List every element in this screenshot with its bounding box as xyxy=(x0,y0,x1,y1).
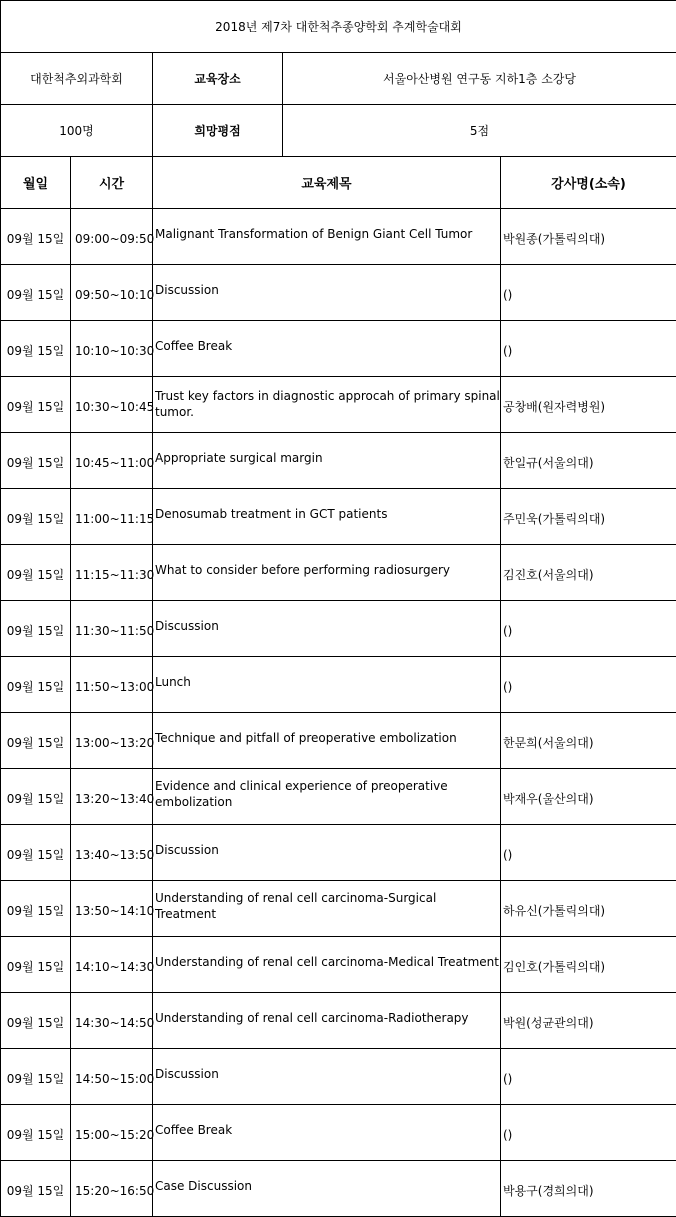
speaker-cell: 박원종(가톨릭의대) xyxy=(501,209,676,265)
title-cell: Malignant Transformation of Benign Giant Cell Tumor xyxy=(153,209,501,265)
speaker-cell: 박재우(울산의대) xyxy=(501,769,676,825)
date-cell: 09월 15일 xyxy=(1,265,71,321)
column-header-speaker: 강사명(소속) xyxy=(501,157,676,209)
table-row xyxy=(1,1049,676,1105)
title-cell: Trust key factors in diagnostic approcah of primary spinal tumor. xyxy=(153,377,501,433)
table-row xyxy=(1,545,676,601)
table-row xyxy=(1,265,676,321)
date-cell: 09월 15일 xyxy=(1,937,71,993)
time-cell: 09:00~09:50 xyxy=(71,209,153,265)
time-cell: 14:50~15:00 xyxy=(71,1049,153,1105)
speaker-cell: 김진호(서울의대) xyxy=(501,545,676,601)
table-row xyxy=(1,937,676,993)
time-cell: 14:30~14:50 xyxy=(71,993,153,1049)
time-cell: 13:00~13:20 xyxy=(71,713,153,769)
date-cell: 09월 15일 xyxy=(1,209,71,265)
date-cell: 09월 15일 xyxy=(1,881,71,937)
table-row xyxy=(1,825,676,881)
title-cell: Discussion xyxy=(153,601,501,657)
table-row xyxy=(1,433,676,489)
speaker-cell: 김인호(가톨릭의대) xyxy=(501,937,676,993)
speaker-cell: 한일규(서울의대) xyxy=(501,433,676,489)
table-row xyxy=(1,769,676,825)
table-row xyxy=(1,377,676,433)
table-row xyxy=(1,713,676,769)
speaker-cell: () xyxy=(501,1105,676,1161)
title-cell: Coffee Break xyxy=(153,1105,501,1161)
title-cell: Evidence and clinical experience of preoperative embolization xyxy=(153,769,501,825)
info-row-location xyxy=(1,53,676,105)
time-cell: 15:00~15:20 xyxy=(71,1105,153,1161)
location-value: 서울아산병원 연구동 지하1층 소강당 xyxy=(283,53,676,105)
column-header-row xyxy=(1,157,676,209)
time-cell: 15:20~16:50 xyxy=(71,1161,153,1217)
table-row xyxy=(1,1161,676,1217)
table-row xyxy=(1,489,676,545)
title-cell: Understanding of renal cell carcinoma-Medical Treatment xyxy=(153,937,501,993)
time-cell: 10:10~10:30 xyxy=(71,321,153,377)
time-cell: 09:50~10:10 xyxy=(71,265,153,321)
title-row xyxy=(1,1,676,53)
speaker-cell: () xyxy=(501,321,676,377)
event-title: 2018년 제7차 대한척추종양학회 추계학술대회 xyxy=(1,1,676,53)
date-cell: 09월 15일 xyxy=(1,377,71,433)
title-cell: Coffee Break xyxy=(153,321,501,377)
table-row xyxy=(1,657,676,713)
title-cell: Technique and pitfall of preoperative embolization xyxy=(153,713,501,769)
speaker-cell: 공창배(원자력병원) xyxy=(501,377,676,433)
speaker-cell: () xyxy=(501,1049,676,1105)
info-row-credit xyxy=(1,105,676,157)
table-row xyxy=(1,1105,676,1161)
date-cell: 09월 15일 xyxy=(1,993,71,1049)
title-cell: What to consider before performing radiosurgery xyxy=(153,545,501,601)
date-cell: 09월 15일 xyxy=(1,321,71,377)
time-cell: 10:45~11:00 xyxy=(71,433,153,489)
time-cell: 11:00~11:15 xyxy=(71,489,153,545)
credit-label: 희망평점 xyxy=(153,105,283,157)
title-cell: Discussion xyxy=(153,265,501,321)
time-cell: 11:15~11:30 xyxy=(71,545,153,601)
date-cell: 09월 15일 xyxy=(1,657,71,713)
time-cell: 11:30~11:50 xyxy=(71,601,153,657)
column-header-date: 월일 xyxy=(1,157,71,209)
credit-value: 5점 xyxy=(283,105,676,157)
capacity-cell: 100명 xyxy=(1,105,153,157)
column-header-time: 시간 xyxy=(71,157,153,209)
time-cell: 10:30~10:45 xyxy=(71,377,153,433)
table-row xyxy=(1,321,676,377)
table-row xyxy=(1,209,676,265)
date-cell: 09월 15일 xyxy=(1,769,71,825)
time-cell: 13:20~13:40 xyxy=(71,769,153,825)
speaker-cell: () xyxy=(501,265,676,321)
speaker-cell: () xyxy=(501,657,676,713)
table-row xyxy=(1,881,676,937)
date-cell: 09월 15일 xyxy=(1,433,71,489)
organization-cell: 대한척추외과학회 xyxy=(1,53,153,105)
time-cell: 14:10~14:30 xyxy=(71,937,153,993)
date-cell: 09월 15일 xyxy=(1,1049,71,1105)
title-cell: Denosumab treatment in GCT patients xyxy=(153,489,501,545)
date-cell: 09월 15일 xyxy=(1,825,71,881)
title-cell: Understanding of renal cell carcinoma-Surgical Treatment xyxy=(153,881,501,937)
speaker-cell: 한문희(서울의대) xyxy=(501,713,676,769)
speaker-cell: 주민욱(가톨릭의대) xyxy=(501,489,676,545)
time-cell: 13:50~14:10 xyxy=(71,881,153,937)
speaker-cell: () xyxy=(501,825,676,881)
title-cell: Understanding of renal cell carcinoma-Radiotherapy xyxy=(153,993,501,1049)
title-cell: Discussion xyxy=(153,1049,501,1105)
title-cell: Lunch xyxy=(153,657,501,713)
time-cell: 11:50~13:00 xyxy=(71,657,153,713)
date-cell: 09월 15일 xyxy=(1,545,71,601)
speaker-cell: 하유신(가톨릭의대) xyxy=(501,881,676,937)
date-cell: 09월 15일 xyxy=(1,713,71,769)
title-cell: Discussion xyxy=(153,825,501,881)
location-label: 교육장소 xyxy=(153,53,283,105)
date-cell: 09월 15일 xyxy=(1,1161,71,1217)
speaker-cell: 박원(성균관의대) xyxy=(501,993,676,1049)
column-header-title: 교육제목 xyxy=(153,157,501,209)
speaker-cell: 박용구(경희의대) xyxy=(501,1161,676,1217)
title-cell: Case Discussion xyxy=(153,1161,501,1217)
date-cell: 09월 15일 xyxy=(1,1105,71,1161)
table-row xyxy=(1,601,676,657)
speaker-cell: () xyxy=(501,601,676,657)
date-cell: 09월 15일 xyxy=(1,489,71,545)
table-row xyxy=(1,993,676,1049)
date-cell: 09월 15일 xyxy=(1,601,71,657)
time-cell: 13:40~13:50 xyxy=(71,825,153,881)
title-cell: Appropriate surgical margin xyxy=(153,433,501,489)
